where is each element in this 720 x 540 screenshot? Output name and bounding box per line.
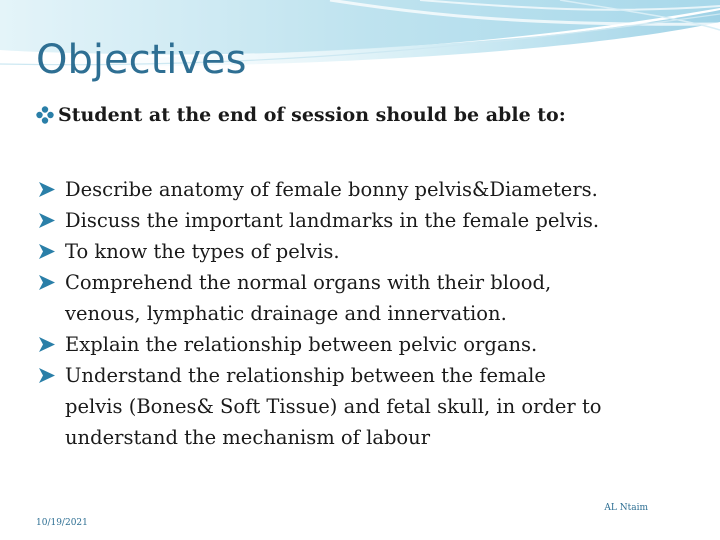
- objective-line: Explain the relationship between pelvic organs.: [65, 333, 538, 356]
- objective-line: Discuss the important landmarks in the female pelvis.: [65, 209, 600, 232]
- arrow-bullet-icon: [38, 243, 56, 260]
- objective-item: [36, 174, 700, 205]
- subtitle-row: [36, 100, 566, 130]
- objective-line: understand the mechanism of labour: [65, 426, 431, 449]
- objective-item: [36, 267, 700, 329]
- objective-item: [36, 360, 700, 453]
- objective-line: pelvis (Bones& Soft Tissue) and fetal skull, in order to: [65, 395, 602, 418]
- footer-date: 10/19/2021: [36, 518, 88, 528]
- arrow-bullet-icon: [38, 181, 56, 198]
- objective-line: Describe anatomy of female bonny pelvis&Diameters.: [65, 178, 598, 201]
- arrow-bullet-icon: [38, 367, 56, 384]
- objective-line: Comprehend the normal organs with their blood,: [65, 271, 552, 294]
- arrow-bullet-icon: [38, 336, 56, 353]
- objectives-list: [36, 174, 700, 453]
- objective-item: [36, 329, 700, 360]
- slide-title: Objectives: [36, 37, 247, 83]
- arrow-bullet-icon: [38, 274, 56, 291]
- objective-item: [36, 205, 700, 236]
- arrow-bullet-icon: [38, 212, 56, 229]
- objective-item: [36, 236, 700, 267]
- objective-line: To know the types of pelvis.: [65, 240, 340, 263]
- objective-line: venous, lymphatic drainage and innervation.: [65, 302, 507, 325]
- objective-line: Understand the relationship between the female: [65, 364, 546, 387]
- footer-author: AL Ntaim: [604, 503, 648, 513]
- diamond-bullet-icon: [36, 106, 54, 124]
- subtitle-text: Student at the end of session should be able to:: [58, 104, 566, 126]
